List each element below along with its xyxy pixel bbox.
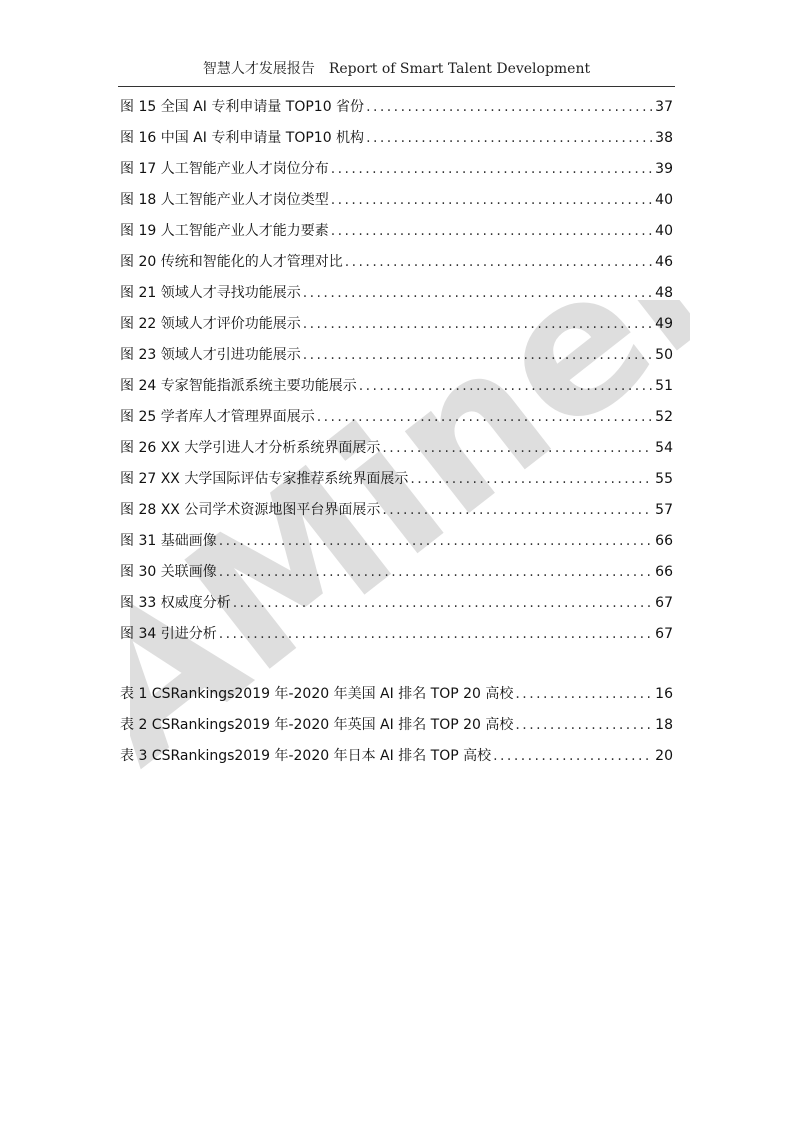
entry-page-number: 46	[655, 254, 673, 270]
entry-page-number: 50	[655, 347, 673, 363]
entry-label: 图 22 领域人才评价功能展示	[120, 316, 301, 332]
entry-label: 图 16 中国 AI 专利申请量 TOP10 机构	[120, 130, 365, 146]
page-header: 智慧人才发展报告 Report of Smart Talent Development	[202, 61, 591, 77]
entry-page-number: 16	[655, 686, 673, 702]
entry-label: 图 19 人工智能产业人才能力要素	[120, 223, 329, 239]
figure-entry[interactable]	[120, 406, 673, 437]
entry-page-number: 52	[655, 409, 673, 425]
entry-label: 图 33 权威度分析	[120, 595, 231, 611]
figure-entry[interactable]	[120, 96, 673, 127]
entry-page-number: 40	[655, 192, 673, 208]
dot-leader	[219, 561, 653, 583]
entry-page-number: 37	[655, 99, 673, 115]
figure-entry[interactable]	[120, 375, 673, 406]
figure-entry[interactable]	[120, 561, 673, 592]
entry-label: 图 34 引进分析	[120, 626, 217, 642]
table-list	[120, 683, 673, 776]
entry-label: 图 28 XX 公司学术资源地图平台界面展示	[120, 502, 381, 518]
figure-entry[interactable]	[120, 344, 673, 375]
entry-label: 图 26 XX 大学引进人才分析系统界面展示	[120, 440, 381, 456]
figure-entry[interactable]	[120, 468, 673, 499]
entry-label: 图 24 专家智能指派系统主要功能展示	[120, 378, 357, 394]
dot-leader	[303, 313, 653, 335]
dot-leader	[359, 375, 653, 397]
figure-entry[interactable]	[120, 499, 673, 530]
dot-leader	[331, 158, 653, 180]
entry-label: 图 30 关联画像	[120, 564, 217, 580]
entry-label: 表 2 CSRankings2019 年-2020 年英国 AI 排名 TOP 20 高校	[120, 717, 514, 733]
entry-page-number: 66	[655, 533, 673, 549]
dot-leader	[219, 623, 653, 645]
entry-page-number: 54	[655, 440, 673, 456]
entry-label: 图 15 全国 AI 专利申请量 TOP10 省份	[120, 99, 365, 115]
watermark-text: AMiner	[130, 300, 690, 806]
entry-label: 图 17 人工智能产业人才岗位分布	[120, 161, 329, 177]
dot-leader	[345, 251, 653, 273]
figure-entry[interactable]	[120, 220, 673, 251]
header-rule	[118, 86, 675, 87]
entry-label: 表 3 CSRankings2019 年-2020 年日本 AI 排名 TOP 高校	[120, 748, 492, 764]
figure-entry[interactable]	[120, 282, 673, 313]
dot-leader	[303, 282, 653, 304]
dot-leader	[515, 714, 653, 736]
table-entry[interactable]	[120, 714, 673, 745]
dot-leader	[317, 406, 653, 428]
entry-label: 图 23 领域人才引进功能展示	[120, 347, 301, 363]
entry-page-number: 49	[655, 316, 673, 332]
entry-label: 图 27 XX 大学国际评估专家推荐系统界面展示	[120, 471, 409, 487]
figure-list	[120, 96, 673, 654]
entry-page-number: 20	[655, 748, 673, 764]
dot-leader	[303, 344, 653, 366]
dot-leader	[331, 189, 653, 211]
dot-leader	[493, 745, 653, 767]
dot-leader	[331, 220, 653, 242]
entry-page-number: 55	[655, 471, 673, 487]
figure-entry[interactable]	[120, 158, 673, 189]
entry-label: 图 31 基础画像	[120, 533, 217, 549]
entry-page-number: 67	[655, 595, 673, 611]
figure-entry[interactable]	[120, 189, 673, 220]
entry-page-number: 18	[655, 717, 673, 733]
figure-entry[interactable]	[120, 437, 673, 468]
figure-entry[interactable]	[120, 251, 673, 282]
entry-page-number: 48	[655, 285, 673, 301]
figure-entry[interactable]	[120, 313, 673, 344]
figure-entry[interactable]	[120, 592, 673, 623]
table-entry[interactable]	[120, 745, 673, 776]
dot-leader	[382, 499, 653, 521]
figure-entry[interactable]	[120, 530, 673, 561]
entry-page-number: 51	[655, 378, 673, 394]
entry-label: 图 18 人工智能产业人才岗位类型	[120, 192, 329, 208]
entry-page-number: 66	[655, 564, 673, 580]
entry-page-number: 57	[655, 502, 673, 518]
dot-leader	[219, 530, 653, 552]
figure-entry[interactable]	[120, 127, 673, 158]
entry-label: 图 21 领域人才寻找功能展示	[120, 285, 301, 301]
dot-leader	[515, 683, 653, 705]
dot-leader	[410, 468, 653, 490]
dot-leader	[366, 127, 653, 149]
dot-leader	[233, 592, 653, 614]
table-entry[interactable]	[120, 683, 673, 714]
entry-label: 图 20 传统和智能化的人才管理对比	[120, 254, 343, 270]
entry-page-number: 39	[655, 161, 673, 177]
dot-leader	[366, 96, 653, 118]
entry-page-number: 40	[655, 223, 673, 239]
entry-label: 表 1 CSRankings2019 年-2020 年美国 AI 排名 TOP 20 高校	[120, 686, 514, 702]
entry-page-number: 67	[655, 626, 673, 642]
entry-label: 图 25 学者库人才管理界面展示	[120, 409, 315, 425]
figure-entry[interactable]	[120, 623, 673, 654]
dot-leader	[382, 437, 653, 459]
entry-page-number: 38	[655, 130, 673, 146]
